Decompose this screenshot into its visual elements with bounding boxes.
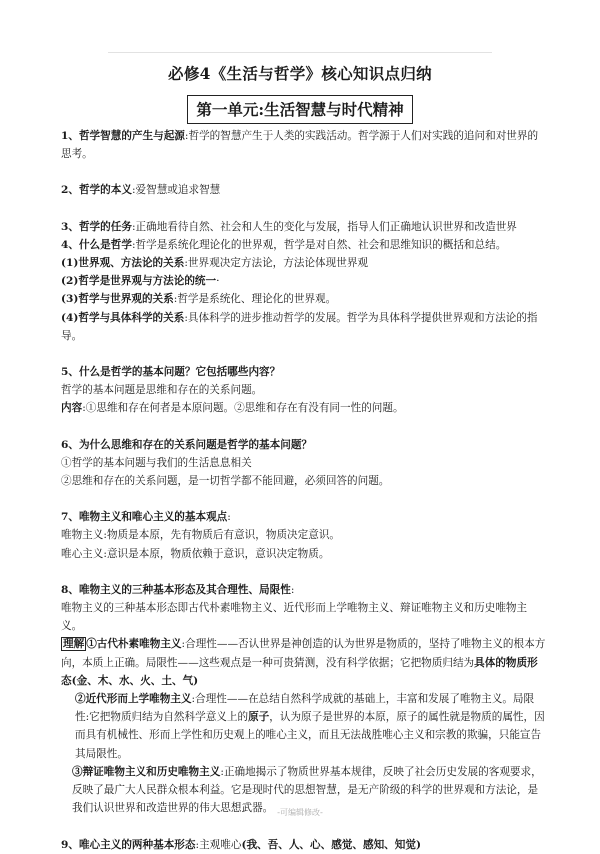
section-6-line-1: ①哲学的基本问题与我们的生活息息相关 bbox=[61, 456, 252, 469]
section-2-heading: 2、哲学的本义 bbox=[61, 184, 132, 197]
section-7 bbox=[61, 508, 547, 526]
unit-heading: 第一单元:生活智慧与时代精神 bbox=[187, 95, 412, 124]
section-8-point-3-text: :正确地揭示了物质世界基本规律，反映了社会历史发展的客观要求，反映了最广大人民群众根本利益。它是现时代的思想智慧，是无产阶级的科学的世界观和方法论，是我们认识世界和改造世界的伟大思想武器。 bbox=[72, 765, 542, 815]
section-3-text: :正确地看待自然、社会和人生的变化与发展，指导人们正确地认识世界和改造世界 bbox=[131, 220, 517, 233]
section-4-item-2-text: · bbox=[216, 275, 220, 288]
section-4-item-1-text: :世界观决定方法论，方法论体现世界观 bbox=[184, 257, 369, 270]
section-1-heading: 1、哲学智慧的产生与起源 bbox=[61, 130, 185, 142]
section-4-item-4-text: :具体科学的进步推动哲学的发展。哲学为具体科学提供世界观和方法论的指导。 bbox=[61, 311, 538, 342]
understand-label: 理解 bbox=[63, 638, 85, 651]
section-8 bbox=[61, 581, 547, 599]
section-4-item-2-heading: (2)哲学是世界观与方法论的统一 bbox=[61, 275, 217, 288]
section-7-line-2: 唯心主义:意识是本原，物质依赖于意识，意识决定物质。 bbox=[61, 547, 330, 560]
spacer bbox=[61, 345, 547, 363]
section-3-heading: 3、哲学的任务 bbox=[61, 220, 132, 233]
section-4-item-4-heading: (4)哲学与具体科学的关系 bbox=[61, 311, 185, 324]
section-9-heading: 9、唯心主义的两种基本形态 bbox=[61, 838, 196, 851]
section-4-item-3-heading: (3)哲学与世界观的关系 bbox=[61, 293, 174, 306]
section-1 bbox=[61, 127, 547, 163]
section-8-heading: 8、唯物主义的三种基本形态及其合理性、局限性 bbox=[61, 583, 291, 596]
section-9-text: :主观唯心 bbox=[195, 838, 242, 851]
spacer bbox=[61, 200, 547, 218]
spacer bbox=[61, 163, 547, 181]
section-1-text: :哲学的智慧产生于人类的实践活动。哲学源于人们对实践的追问和对世界的思考。 bbox=[61, 130, 539, 161]
unit-heading-wrap bbox=[0, 95, 600, 124]
top-rule bbox=[108, 52, 492, 53]
spacer bbox=[61, 563, 547, 581]
section-8-point-2-tail: ，认为原子是世界的本原，原子的属性就是物质的属性，因而具有机械性、形而上学性和历史观上的唯心主义，而且无法战胜唯心主义和宗教的欺骗，只能宣告其局限性。 bbox=[75, 711, 545, 760]
section-4-heading: 4、什么是哲学 bbox=[61, 238, 132, 251]
spacer bbox=[61, 818, 547, 836]
section-8-intro: 唯物主义的三种基本形态即古代朴素唯物主义、近代形而上学唯物主义、辩证唯物主义和历史唯物主义。 bbox=[61, 602, 528, 633]
section-8-point-2-text: :合理性——在总结自然科学成就的基础上，丰富和发展了唯物主义。局限性:它把物质归结为自然科学意义上的 bbox=[75, 693, 535, 724]
section-8-point-1-text: :合理性——否认世界是神创造的认为世界是物质的，坚持了唯物主义的根本方向，本质上正确。局限性——这些观点是一种可贵猜测，没有科学依据；它把物质归结为 bbox=[61, 638, 546, 669]
section-5-content bbox=[61, 399, 547, 417]
section-7-heading-tail: : bbox=[227, 511, 231, 524]
section-5 bbox=[61, 363, 547, 381]
document-title: 必修4《生活与哲学》核心知识点归纳 bbox=[168, 64, 432, 83]
section-4-item-1 bbox=[61, 254, 547, 272]
section-8-point-3-heading: ③辩证唯物主义和历史唯物主义 bbox=[72, 765, 221, 778]
section-5-line-1: 哲学的基本问题是思维和存在的关系问题。 bbox=[61, 384, 263, 397]
section-5-heading: 5、什么是哲学的基本问题？它包括哪些内容？ bbox=[61, 366, 281, 379]
section-6-line-2: ②思维和存在的关系问题，是一切哲学都不能回避，必须回答的问题。 bbox=[61, 475, 390, 488]
section-2 bbox=[61, 181, 547, 199]
document-body bbox=[61, 127, 547, 854]
section-7-heading: 7、唯物主义和唯心主义的基本观点 bbox=[61, 511, 228, 524]
section-4-item-3 bbox=[61, 290, 547, 308]
section-8-point-1-bold: 具体的物质形态(金、木、水、火、土、气) bbox=[61, 656, 538, 687]
spacer bbox=[61, 490, 547, 508]
section-5-content-label: 内容 bbox=[61, 402, 83, 415]
section-6-heading: 6、为什么思维和存在的关系问题是哲学的基本问题？ bbox=[61, 438, 313, 451]
section-8-heading-tail: : bbox=[290, 583, 295, 596]
section-9-bold: (我、吾、人、心、感觉、感知、知觉) bbox=[241, 838, 421, 851]
section-8-point-2-bold: 原子 bbox=[248, 711, 270, 724]
section-4 bbox=[61, 236, 547, 254]
section-9 bbox=[61, 836, 547, 854]
section-4-item-1-heading: (1)世界观、方法论的关系 bbox=[61, 257, 185, 270]
section-8-point-1-heading: ①古代朴素唯物主义 bbox=[86, 638, 182, 651]
page-footer: -可编辑修改- bbox=[277, 808, 323, 817]
section-4-item-2 bbox=[61, 272, 547, 290]
section-2-text: :爱智慧或追求智慧 bbox=[131, 184, 221, 197]
spacer bbox=[61, 418, 547, 436]
section-8-point-2 bbox=[61, 690, 547, 763]
section-4-item-4 bbox=[61, 309, 547, 345]
section-3 bbox=[61, 218, 547, 236]
section-5-content-text: :①思维和存在何者是本原问题。②思维和存在有没有同一性的问题。 bbox=[82, 402, 404, 415]
section-8-point-1 bbox=[61, 635, 547, 690]
section-8-point-2-heading: ②近代形而上学唯物主义 bbox=[75, 693, 192, 706]
section-7-line-1: 唯物主义:物质是本原，先有物质后有意识，物质决定意识。 bbox=[61, 529, 341, 542]
section-6 bbox=[61, 436, 547, 454]
section-4-text: :哲学是系统化理论化的世界观，哲学是对自然、社会和思维知识的概括和总结。 bbox=[131, 238, 507, 251]
section-4-item-3-text: :哲学是系统化、理论化的世界观。 bbox=[173, 293, 337, 306]
